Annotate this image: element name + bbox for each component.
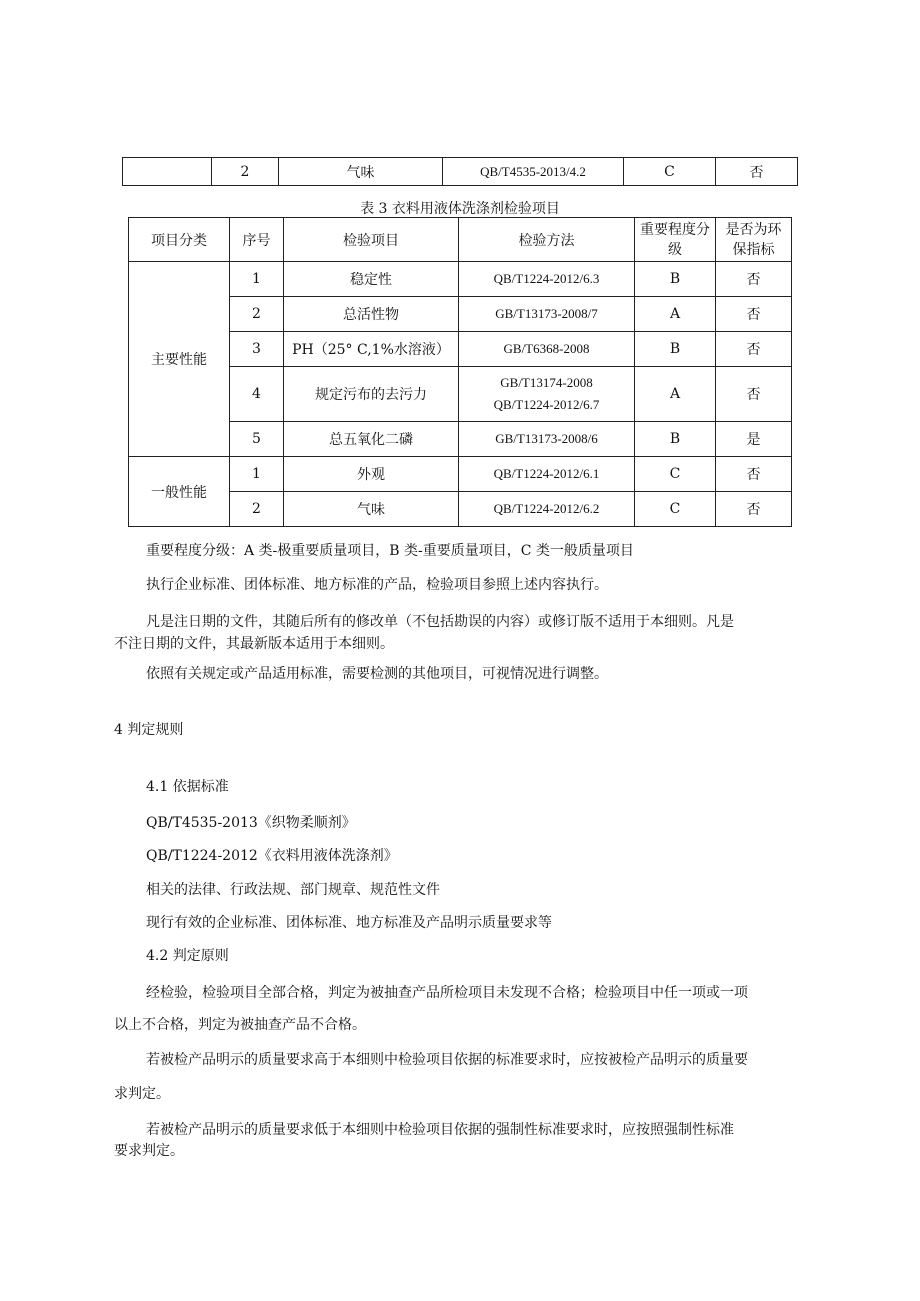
table-cell: PH（25° C,1%水溶液） <box>284 332 459 367</box>
table-cell: GB/T13173-2008/7 <box>459 297 635 332</box>
dated-note-line2: 不注日期的文件，其最新版本适用于本细则。 <box>114 636 394 652</box>
principle-p1-line1: 经检验，检验项目全部合格，判定为被抽查产品所检项目未发现不合格；检验项目中任一项或一项 <box>146 985 748 1001</box>
table-cell: C <box>635 492 716 527</box>
method-line: QB/T1224-2012/6.7 <box>493 397 600 412</box>
continued-table <box>122 157 798 186</box>
table-cell: 总活性物 <box>284 297 459 332</box>
table-cell: QB/T1224-2012/6.2 <box>459 492 635 527</box>
table-cell <box>123 158 212 186</box>
table-cell: B <box>635 332 716 367</box>
table-cell: 3 <box>230 332 284 367</box>
table-cell: 1 <box>230 457 284 492</box>
header-cell: 序号 <box>230 218 284 262</box>
enterprise-note: 执行企业标准、团体标准、地方标准的产品，检验项目参照上述内容执行。 <box>146 577 608 593</box>
table-cell: 否 <box>716 297 792 332</box>
principle-p3-line2: 要求判定。 <box>114 1143 184 1159</box>
header-cell: 是否为环保指标 <box>716 218 792 262</box>
section-4-1-title: 4.1 依据标准 <box>146 779 229 795</box>
table-cell: 总五氧化二磷 <box>284 422 459 457</box>
table-row <box>129 457 792 492</box>
standard-item: 相关的法律、行政法规、部门规章、规范性文件 <box>146 882 440 898</box>
group-cell: 一般性能 <box>129 457 230 527</box>
table-cell: 否 <box>716 367 792 422</box>
header-cell: 项目分类 <box>129 218 230 262</box>
table-cell: C <box>635 457 716 492</box>
table-cell: 2 <box>212 158 279 186</box>
table-cell: B <box>635 422 716 457</box>
table-cell: 否 <box>716 158 798 186</box>
table-cell: 否 <box>716 262 792 297</box>
table-cell: QB/T1224-2012/6.1 <box>459 457 635 492</box>
table-cell: 4 <box>230 367 284 422</box>
table-cell: GB/T6368-2008 <box>459 332 635 367</box>
standard-item: 现行有效的企业标准、团体标准、地方标准及产品明示质量要求等 <box>146 915 552 931</box>
standard-item: QB/T4535-2013《织物柔顺剂》 <box>146 815 356 831</box>
table-row <box>129 262 792 297</box>
table-cell: 2 <box>230 492 284 527</box>
principle-p2-line2: 求判定。 <box>114 1086 170 1102</box>
table-cell: A <box>635 297 716 332</box>
table-header-row <box>129 218 792 262</box>
table-cell: 否 <box>716 332 792 367</box>
principle-p1-line2: 以上不合格，判定为被抽查产品不合格。 <box>114 1017 366 1033</box>
table-cell: 否 <box>716 492 792 527</box>
table-cell: 1 <box>230 262 284 297</box>
group-cell: 主要性能 <box>129 262 230 457</box>
table-cell: A <box>635 367 716 422</box>
table-caption: 表 3 衣料用液体洗涤剂检验项目 <box>360 201 560 217</box>
table-cell: 稳定性 <box>284 262 459 297</box>
table-row <box>123 158 798 186</box>
table-cell <box>459 367 635 422</box>
method-line: GB/T13174-2008 <box>500 375 593 390</box>
section-4-title: 4 判定规则 <box>114 722 184 738</box>
table-cell: 2 <box>230 297 284 332</box>
table-cell: 外观 <box>284 457 459 492</box>
header-cell: 检验方法 <box>459 218 635 262</box>
grading-note: 重要程度分级：A 类-极重要质量项目，B 类-重要质量项目，C 类一般质量项目 <box>146 543 634 559</box>
table-cell: B <box>635 262 716 297</box>
table-cell: GB/T13173-2008/6 <box>459 422 635 457</box>
inspection-items-table <box>128 217 792 527</box>
header-cell: 检验项目 <box>284 218 459 262</box>
section-4-2-title: 4.2 判定原则 <box>146 948 229 964</box>
table-cell: 否 <box>716 457 792 492</box>
dated-note-line1: 凡是注日期的文件，其随后所有的修改单（不包括勘误的内容）或修订版不适用于本细则。凡是 <box>146 614 734 630</box>
table-cell: 气味 <box>279 158 443 186</box>
table-cell: C <box>624 158 716 186</box>
adjust-note: 依照有关规定或产品适用标准，需要检测的其他项目，可视情况进行调整。 <box>146 666 608 682</box>
standard-item: QB/T1224-2012《衣料用液体洗涤剂》 <box>146 848 398 864</box>
principle-p2-line1: 若被检产品明示的质量要求高于本细则中检验项目依据的标准要求时，应按被检产品明示的质量要 <box>146 1052 748 1068</box>
table-cell: QB/T4535-2013/4.2 <box>443 158 624 186</box>
principle-p3-line1: 若被检产品明示的质量要求低于本细则中检验项目依据的强制性标准要求时，应按照强制性标准 <box>146 1122 734 1138</box>
header-cell: 重要程度分级 <box>635 218 716 262</box>
table-cell: QB/T1224-2012/6.3 <box>459 262 635 297</box>
table-cell: 气味 <box>284 492 459 527</box>
table-cell: 是 <box>716 422 792 457</box>
table-cell: 5 <box>230 422 284 457</box>
table-cell: 规定污布的去污力 <box>284 367 459 422</box>
